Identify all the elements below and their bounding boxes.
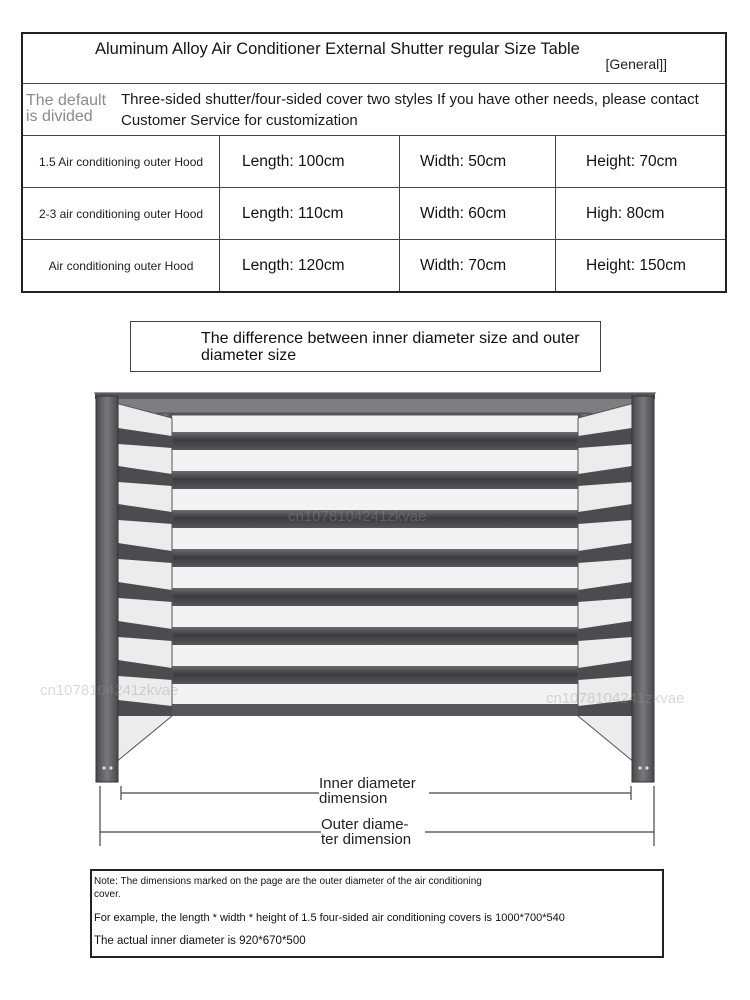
watermark: cn1078104241zkvae — [546, 690, 685, 707]
footnote-line-3: The actual inner diameter is 920*670*500 — [94, 935, 306, 947]
row-width: Width: 50cm — [400, 136, 556, 187]
watermark: cn1078104241zkvae — [288, 508, 427, 525]
size-table — [21, 32, 727, 293]
row-length: Length: 100cm — [220, 136, 400, 187]
table-note-row — [23, 84, 725, 136]
row-height: Height: 150cm — [586, 256, 686, 274]
top-edge — [95, 393, 655, 399]
row-width: Width: 70cm — [400, 240, 556, 291]
diagram-heading-box — [130, 321, 601, 372]
general-tag: [General]] — [605, 56, 667, 72]
table-row — [23, 188, 725, 240]
table-title: Aluminum Alloy Air Conditioner External Shutter regular Size Table — [95, 40, 580, 58]
watermark: cn1078104241zkvae — [40, 682, 179, 699]
table-row — [23, 240, 725, 291]
default-label: The default is divided — [26, 92, 107, 125]
row-width: Width: 60cm — [400, 188, 556, 239]
inner-dimension-label: Inner diameter dimension — [319, 776, 429, 806]
back-bottom-rail — [158, 704, 592, 716]
diagram-heading: The difference between inner diameter size and outer diameter size — [201, 330, 580, 364]
row-length: Length: 120cm — [220, 240, 400, 291]
footnote-line-2: For example, the length * width * height of 1.5 four-sided air conditioning covers is 1000*700*540 — [94, 912, 565, 924]
row-name: 1.5 Air conditioning outer Hood — [23, 136, 220, 187]
row-name: Air conditioning outer Hood — [23, 240, 220, 291]
row-height: High: 80cm — [586, 204, 665, 222]
table-row — [23, 136, 725, 188]
outer-dimension-label: Outer diame-ter dimension — [321, 817, 425, 847]
table-title-row — [23, 34, 725, 84]
footnote-line-1: Note: The dimensions marked on the page are the outer diameter of the air conditioning cover. — [94, 876, 482, 900]
front-post-left — [96, 396, 118, 782]
footnote-box — [90, 869, 664, 958]
row-name: 2-3 air conditioning outer Hood — [23, 188, 220, 239]
row-height: Height: 70cm — [586, 152, 678, 170]
customization-note: Three-sided shutter/four-sided cover two styles If you have other needs, please contact Customer Service for customization — [121, 91, 699, 129]
front-post-right — [632, 396, 654, 782]
row-length: Length: 110cm — [220, 188, 400, 239]
